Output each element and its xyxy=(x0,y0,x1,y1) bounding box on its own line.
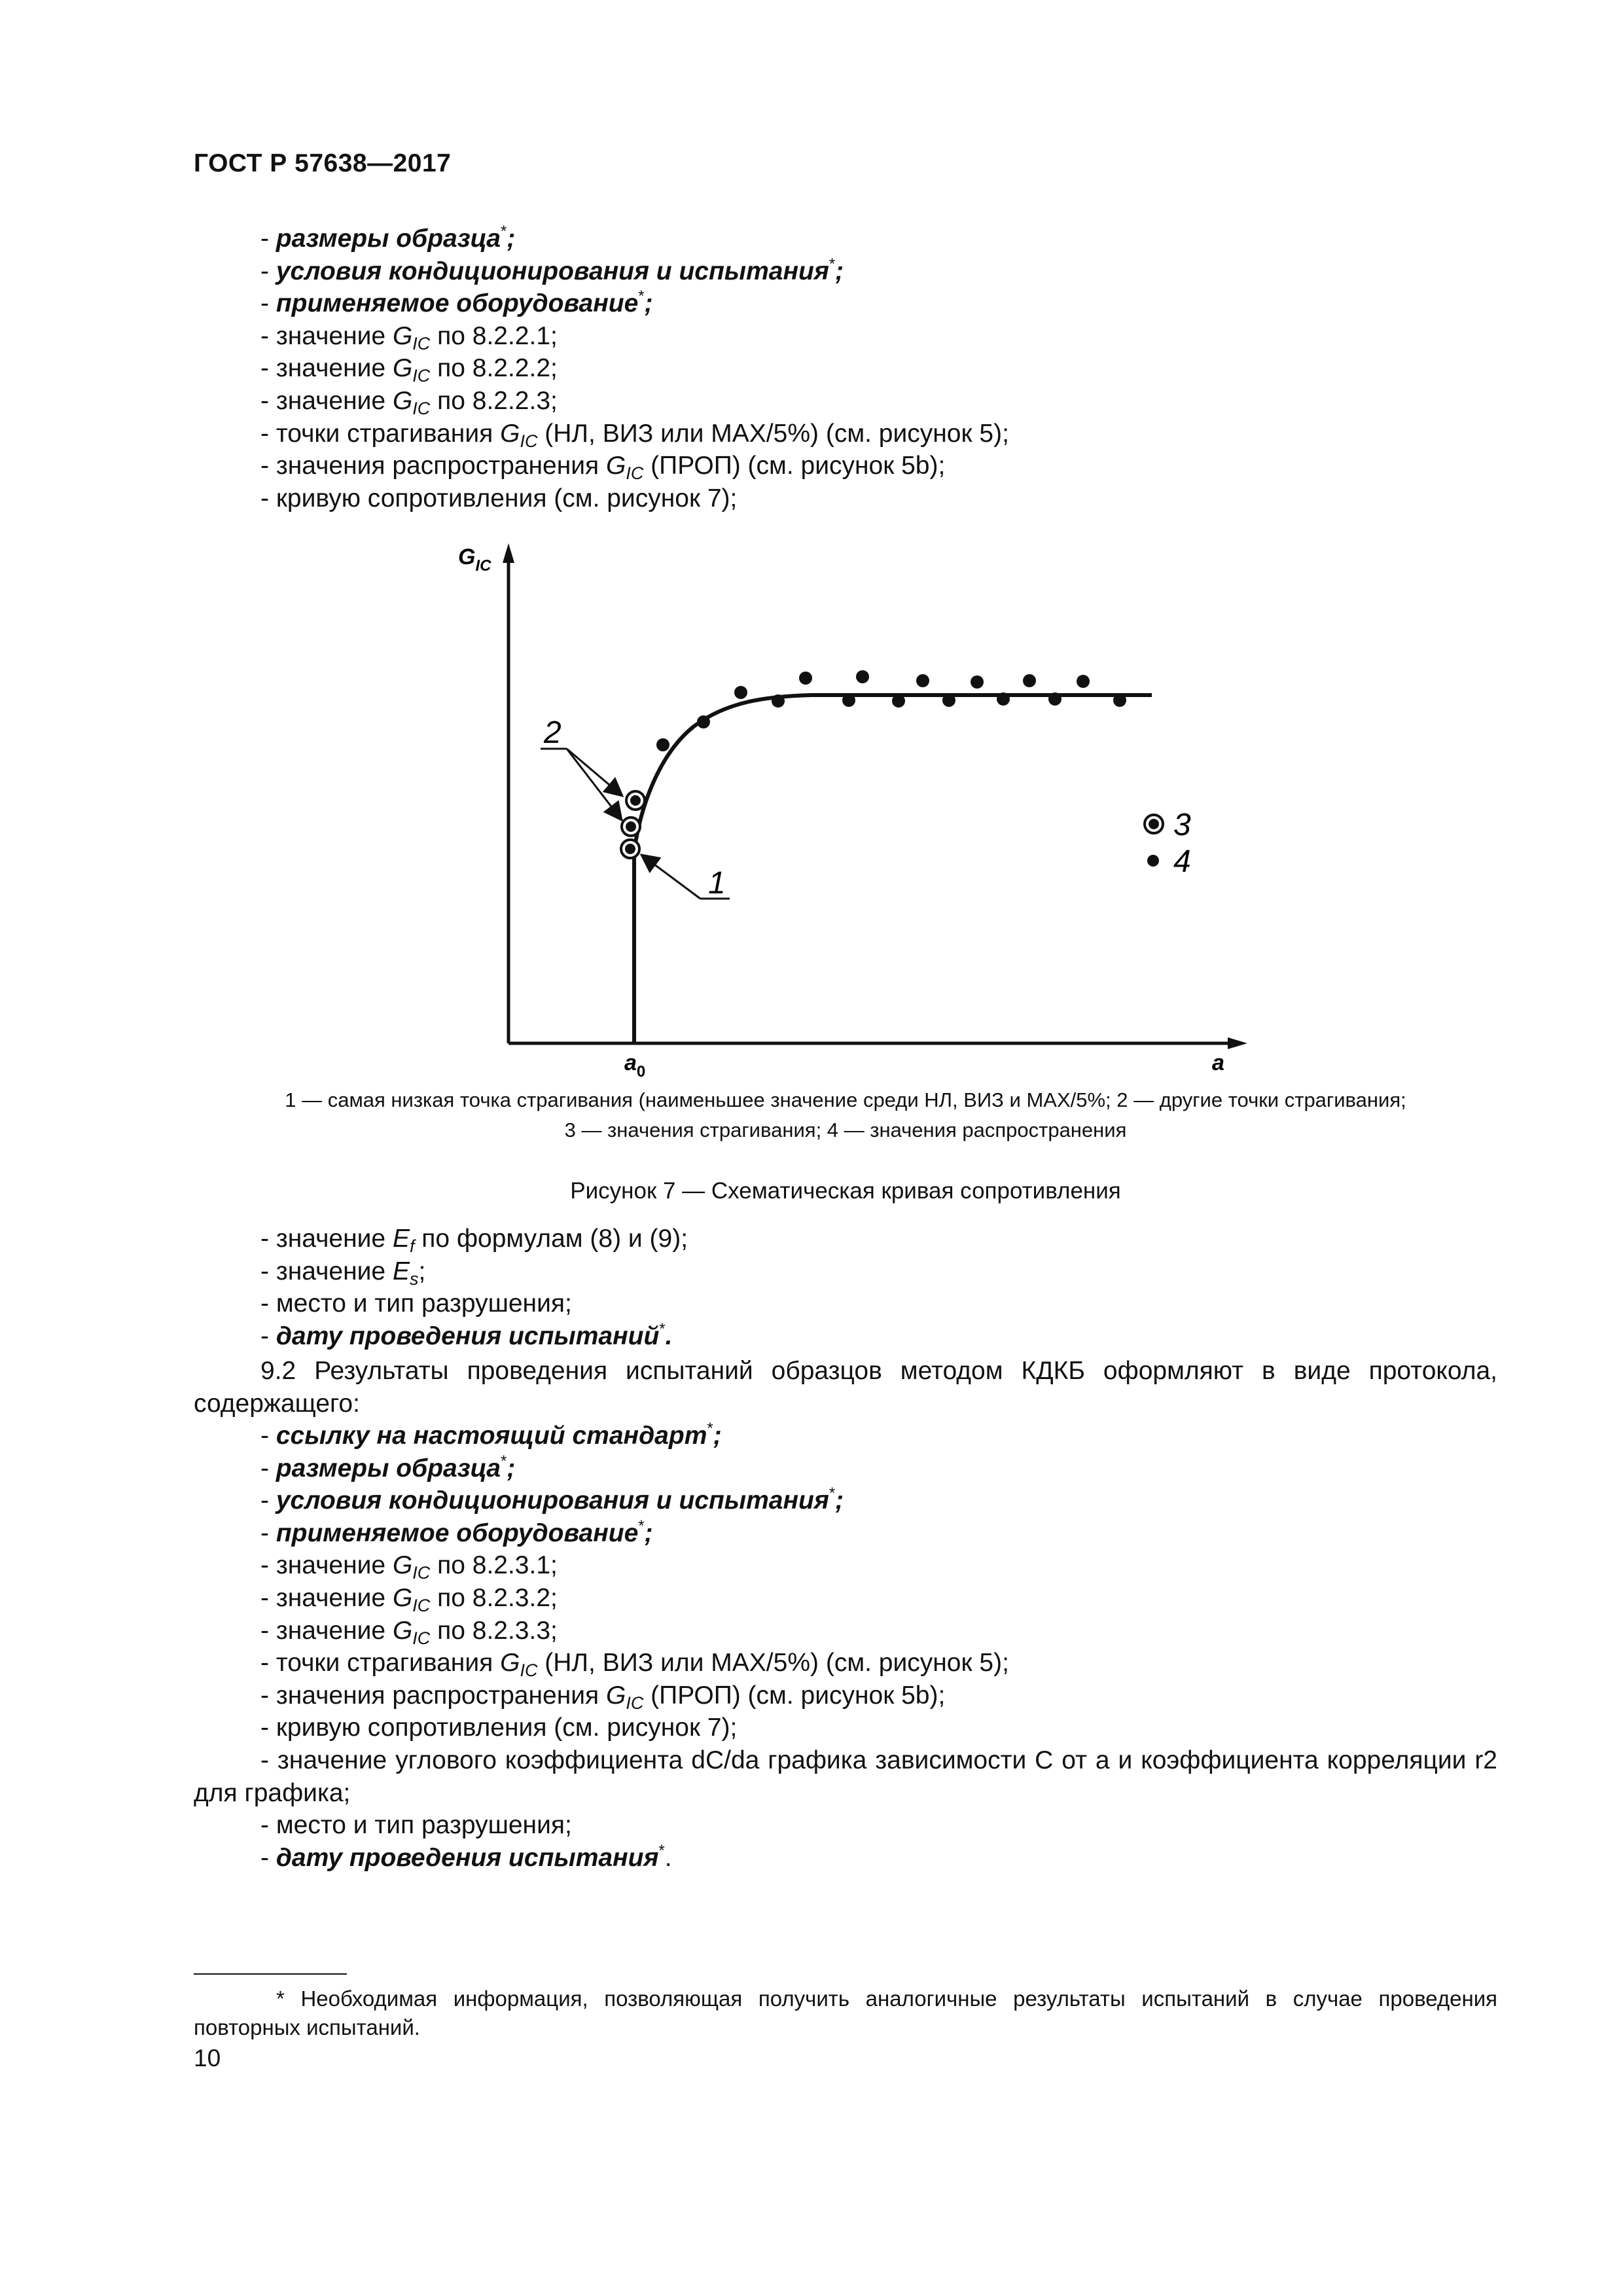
list-item-pre: - xyxy=(260,1422,276,1450)
list-item-gsub: IC xyxy=(412,1563,431,1583)
list-item xyxy=(260,1255,1497,1288)
list-item-g: G xyxy=(392,1583,413,1612)
legend-label-4: 4 xyxy=(1173,844,1191,879)
x-axis-arrow xyxy=(1228,1037,1247,1049)
x-axis-label: a xyxy=(1212,1050,1224,1075)
list-item-pre: - значение xyxy=(260,1257,393,1285)
legend-symbol-4 xyxy=(1147,855,1159,867)
list-item xyxy=(260,1420,1497,1452)
list-item xyxy=(260,1679,1497,1712)
list-item-g: G xyxy=(500,1649,520,1677)
list-item-pre: - место и тип разрушения; xyxy=(260,1811,572,1839)
propagation-point xyxy=(772,694,785,708)
list-item-emphasis: размеры образца xyxy=(276,1454,501,1482)
list-item-pre: - значение xyxy=(260,1583,393,1612)
list-item-pre: - значение xyxy=(260,354,393,383)
list-item-pre: - значения распространения xyxy=(260,1681,606,1710)
list-item xyxy=(260,1647,1497,1679)
list-item-pre: - xyxy=(260,1454,276,1482)
initiation-points xyxy=(621,791,645,858)
propagation-point xyxy=(856,670,869,683)
list-item-emphasis: ссылку на настоящий стандарт xyxy=(276,1422,707,1450)
list-item-g: G xyxy=(606,1681,626,1710)
list-item-pre: - xyxy=(260,1486,276,1515)
list-item-star: * xyxy=(500,223,507,240)
list-item-g: G xyxy=(392,1616,413,1645)
list-item-emphasis: применяемое оборудование xyxy=(276,289,639,318)
list-item-pre: - значение xyxy=(260,386,393,415)
list-item xyxy=(260,1615,1497,1647)
list-item-pre: - xyxy=(260,257,276,285)
list-item-g: G xyxy=(606,452,626,480)
propagation-point xyxy=(1023,674,1036,687)
list-item-post: . xyxy=(664,1843,672,1872)
initiation-point xyxy=(626,791,645,810)
list-item-post: по формулам (8) и (9); xyxy=(414,1225,688,1253)
propagation-point xyxy=(892,694,905,708)
list-item-gsub: IC xyxy=(412,1595,431,1615)
list-item-pre: - точки страгивания xyxy=(260,1649,501,1677)
list-item-post: по 8.2.2.2; xyxy=(430,354,558,383)
propagation-point xyxy=(1077,675,1090,688)
callout-2-arrow xyxy=(567,749,622,820)
list-item xyxy=(260,1809,1497,1842)
callout-1-arrow xyxy=(641,855,700,899)
propagation-point xyxy=(842,694,855,707)
list-item-gsub: IC xyxy=(520,1660,538,1681)
a0-label: $a_0$ xyxy=(624,1050,646,1081)
footnote-separator xyxy=(194,1973,347,1975)
propagation-point xyxy=(942,694,955,707)
figure-caption: Рисунок 7 — Схематическая кривая сопротивления xyxy=(570,1178,1121,1204)
list-item-pre: - место и тип разрушения; xyxy=(260,1289,572,1318)
list-item-post: ; xyxy=(835,1486,844,1515)
list-item-star: * xyxy=(829,1484,836,1503)
list-item-post: ; xyxy=(507,1454,516,1482)
list-item-g: E xyxy=(392,1257,410,1285)
list-item-gsub: IC xyxy=(626,1693,644,1713)
list-item-gsub: IC xyxy=(412,1628,431,1648)
list-item xyxy=(260,1712,1497,1744)
propagation-point xyxy=(997,692,1010,706)
list-item-gsub: IC xyxy=(520,431,538,451)
list-item xyxy=(260,1517,1497,1550)
list-item-pre: - xyxy=(260,289,276,318)
list-item-post: по 8.2.3.2; xyxy=(430,1583,558,1612)
resistance-curve xyxy=(634,695,1152,851)
list-item xyxy=(260,1452,1497,1485)
list-item-gsub: s xyxy=(409,1268,419,1289)
propagation-point xyxy=(656,738,669,751)
list-item-star: * xyxy=(638,1516,645,1535)
list-item xyxy=(260,1223,1497,1255)
list-item-star: * xyxy=(829,255,836,273)
list-item-pre: - кривую сопротивления (см. рисунок 7); xyxy=(260,1713,738,1742)
list-item-gsub: IC xyxy=(412,333,431,353)
list-item-g: G xyxy=(392,354,413,383)
list-item-emphasis: размеры образца xyxy=(276,224,501,253)
list-item-gsub: IC xyxy=(626,463,644,484)
propagation-point xyxy=(1113,694,1126,707)
list-item-post: по 8.2.3.1; xyxy=(430,1551,558,1580)
list-item-star: * xyxy=(659,1319,666,1338)
callout-2-arrow xyxy=(567,749,622,796)
list-item-post: ; xyxy=(507,224,516,253)
document-header: ГОСТ Р 57638—2017 xyxy=(194,149,452,177)
list-item-pre: - xyxy=(260,1518,276,1547)
list-item-gsub: f xyxy=(409,1236,415,1256)
list-item-pre: - xyxy=(260,1321,276,1350)
list-item-emphasis: дату проведения испытаний xyxy=(276,1321,660,1350)
list-item-star: * xyxy=(638,287,645,306)
list-item-pre: - значение xyxy=(260,1225,393,1253)
list-item-pre: - значение xyxy=(260,1551,393,1580)
y-axis-arrow xyxy=(503,543,514,563)
list-item-star: * xyxy=(500,1452,507,1470)
list-item-post: (НЛ, ВИЗ или МАХ/5%) (см. рисунок 5); xyxy=(537,1649,1009,1677)
figure-legend-line-1: 1 — самая низкая точка страгивания (наименьшее значение среди НЛ, ВИЗ и МАХ/5%; 2 — другие точки страгивания; xyxy=(285,1088,1406,1111)
list-item-post: по 8.2.2.1; xyxy=(430,321,558,350)
lowest-initiation-point xyxy=(621,840,639,858)
list-item-star: * xyxy=(707,1420,713,1437)
list-item-star: * xyxy=(658,1841,665,1859)
propagation-points xyxy=(656,670,1126,751)
requirements-list-4 xyxy=(260,1809,1497,1874)
propagation-point xyxy=(799,672,812,685)
list-item-gsub: IC xyxy=(412,398,431,418)
y-axis-label: $G_{IC}$ xyxy=(458,545,491,575)
list-item xyxy=(260,1842,1497,1874)
list-item-post: по 8.2.2.3; xyxy=(430,386,558,415)
list-item-emphasis: применяемое оборудование xyxy=(276,1518,639,1547)
list-item-pre: - кривую сопротивления (см. рисунок 7); xyxy=(260,484,738,512)
paragraph-9-2: 9.2 Результаты проведения испытаний образцов методом КДКБ оформляют в виде протокола, содержащего: xyxy=(194,1357,1497,1418)
list-item-post: по 8.2.3.3; xyxy=(430,1616,558,1645)
list-item-post: ; xyxy=(644,1518,653,1547)
list-item-emphasis: условия кондиционирования и испытания xyxy=(276,257,829,285)
list-item-post: (ПРОП) (см. рисунок 5b); xyxy=(643,1681,946,1710)
list-item-pre: - xyxy=(260,224,276,253)
list-item-post: (ПРОП) (см. рисунок 5b); xyxy=(643,452,946,480)
list-item-pre: - значение xyxy=(260,321,393,350)
propagation-point xyxy=(971,675,984,689)
legend-label-3: 3 xyxy=(1173,808,1191,842)
legend-symbol-3 xyxy=(1145,815,1163,833)
initiation-point xyxy=(622,817,640,836)
list-item xyxy=(260,1549,1497,1582)
list-item-emphasis: условия кондиционирования и испытания xyxy=(276,1486,829,1515)
list-item-post: . xyxy=(665,1321,673,1350)
list-item-g: G xyxy=(500,419,520,448)
list-item-g: G xyxy=(392,386,413,415)
list-item-post: ; xyxy=(418,1257,426,1285)
list-item-emphasis: дату проведения испытания xyxy=(276,1843,659,1872)
list-item-pre: - xyxy=(260,1843,276,1872)
list-item xyxy=(260,1320,1497,1353)
list-item-post: ; xyxy=(713,1422,722,1450)
page-number: 10 xyxy=(194,2045,221,2072)
list-item-g: G xyxy=(392,1551,413,1580)
list-item-post: ; xyxy=(644,289,653,318)
propagation-point xyxy=(916,674,929,687)
list-item-post: (НЛ, ВИЗ или МАХ/5%) (см. рисунок 5); xyxy=(537,419,1009,448)
footnote: * Необходимая информация, позволяющая получить аналогичные результаты испытаний в случае проведения повторных испытаний. xyxy=(194,1986,1497,2039)
propagation-point xyxy=(1048,692,1061,706)
list-item-post: ; xyxy=(835,257,844,285)
figure-legend-line-2: 3 — значения страгивания; 4 — значения распространения xyxy=(564,1119,1127,1141)
list-item-pre: - точки страгивания xyxy=(260,419,501,448)
requirements-list-2 xyxy=(260,1223,1497,1352)
list-item-g: G xyxy=(392,321,413,350)
list-item-pre: - значение xyxy=(260,1616,393,1645)
figure-legend xyxy=(194,1085,1497,1145)
slope-item: - значение углового коэффициента dC/da графика зависимости C от a и коэффициента корреляции r2 для графика; xyxy=(194,1746,1498,1807)
list-item-pre: - значения распространения xyxy=(260,452,606,480)
list-item-gsub: IC xyxy=(412,366,431,386)
requirements-list-3 xyxy=(260,1420,1497,1744)
list-item xyxy=(260,1287,1497,1320)
list-item-g: E xyxy=(392,1225,410,1253)
callout-2-label: 2 xyxy=(544,715,562,750)
callout-1-label: 1 xyxy=(708,866,726,901)
propagation-point xyxy=(697,715,710,728)
propagation-point xyxy=(734,686,747,699)
list-item xyxy=(260,1582,1497,1615)
list-item xyxy=(260,1484,1497,1517)
resistance-curve-figure xyxy=(0,0,1623,1113)
